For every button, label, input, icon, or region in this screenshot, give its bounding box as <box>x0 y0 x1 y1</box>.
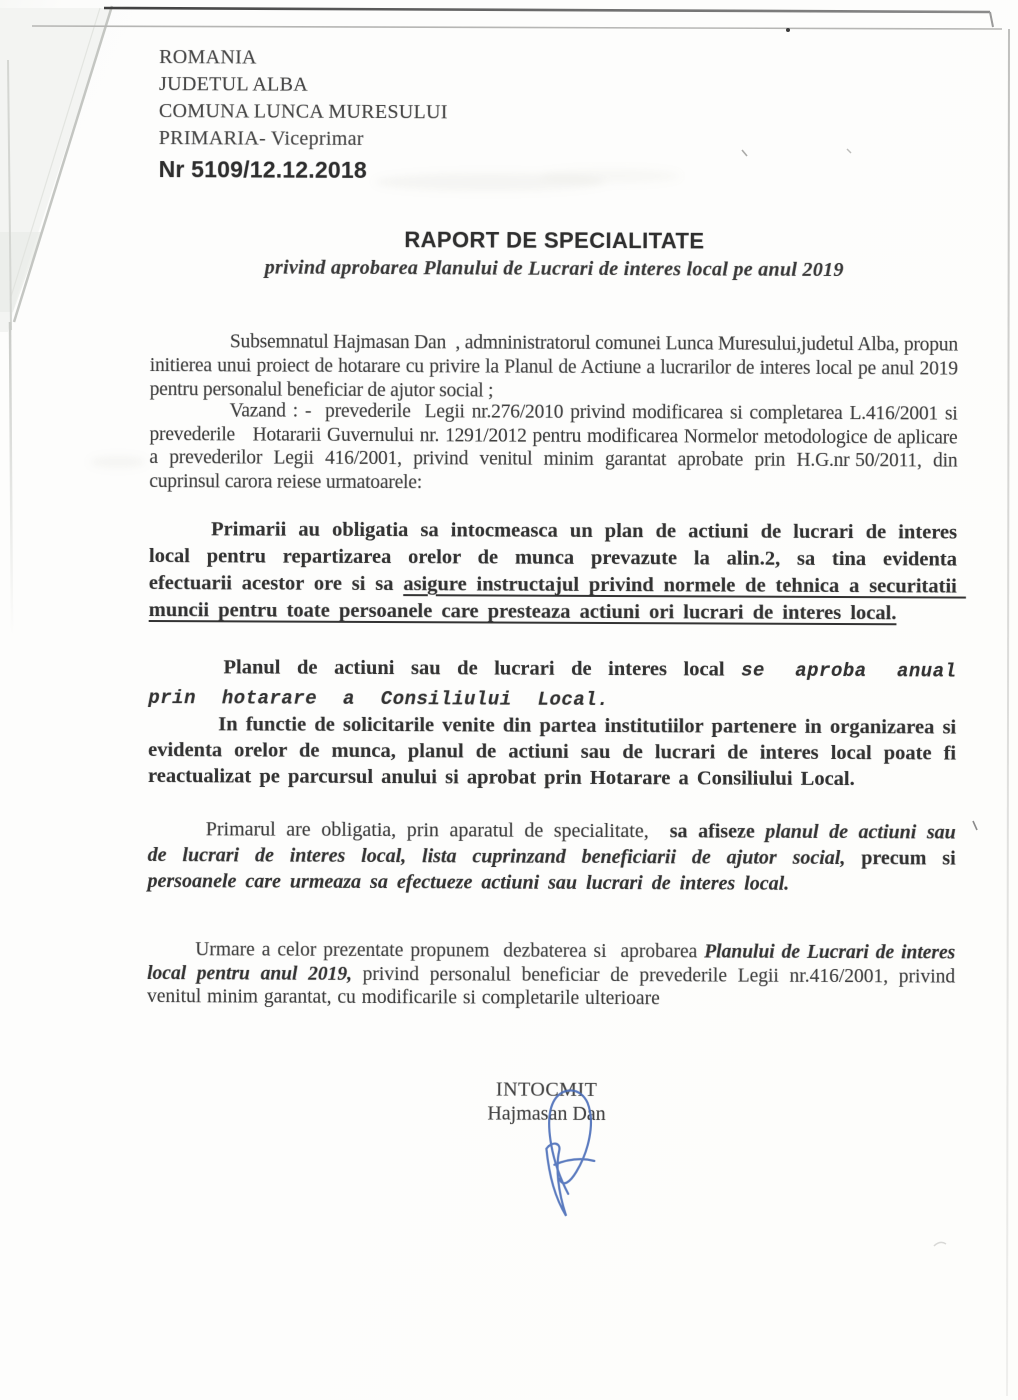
mayor-duty-italic2: persoanele care urmeaza sa efectueze actiuni sau lucrari de interes local. <box>147 869 790 895</box>
document-title: RAPORT DE SPECIALITATE <box>404 227 705 254</box>
paragraph-legal-basis: Vazand : - prevederile Legii nr.276/2010 privind modificarea si completarea L.416/2001 si prevederile Hotararii Guvernului nr. 1291/2012 pentru modificarea Normelor metodologice de aplicare a prevederilor Legii 416/2001, privind venitul minim garantat aprobate prin H.G.nr 50/2011, din cuprinsul carora reiese urmatoarele: <box>149 400 967 493</box>
conclusion-regular2: privind personalul beneficiar de prevederile Legii nr.416/2001, privind venitul minim garantat, cu modificarile si completarile ulterioare <box>147 963 962 1010</box>
document-subtitle: privind aprobarea Planului de Lucrari de interes local pe anul 2019 <box>264 256 844 282</box>
signature-label: INTOCMIT <box>495 1078 598 1101</box>
obligation-text: Primarii au obligatia sa intocmeasca un plan de actiuni de lucrari de interes local pentru repartizarea orelor de munca prevazute la alin.2, sa tina evidenta efectuarii acestor ore si sa <box>148 518 967 596</box>
paragraph-reactualization: In functie de solicitarile venite din partea institutiilor partenere in organizarea si evidenta orelor de munca, planul de actiuni sau de lucrari de interes local poate fi reactualizat pe parcursul anului si aprobat prin Hotarare a Consiliului Local. <box>147 713 965 791</box>
paragraph-obligation <box>148 516 967 628</box>
paragraph-approval <box>148 653 983 716</box>
conclusion-regular1: Urmare a celor prezentate propunem dezbaterea si aprobarea <box>195 939 705 963</box>
signature-block <box>426 1077 666 1126</box>
approval-typewriter-text: se aproba anual prin hotarare a Consiliului Local. <box>148 659 983 711</box>
letterhead-commune: COMUNA LUNCA MURESULUI <box>158 100 448 124</box>
letterhead <box>159 44 448 185</box>
obligation-underlined-text: asigure instructajul privind normele de tehnica a securitatii muncii pentru toate persoanele care presteaza actiuni ori lucrari de interes local. <box>148 573 967 625</box>
signatory-name: Hajmasan Dan <box>487 1102 606 1125</box>
paragraph-introduction: Subsemnatul Hajmasan Dan , admninistratorul comunei Lunca Muresului,judetul Alba, propun initierea unui proiect de hotarare cu privire la Planul de Actiune a lucrarilor de interes local pe anul 2019 pentru personalul beneficiar de ajutor social ; <box>149 331 968 402</box>
paragraph-conclusion <box>147 938 962 1012</box>
letterhead-office: PRIMARIA- Viceprimar <box>158 127 364 150</box>
approval-bold-text: Planul de actiuni sau de lucrari de interes local <box>223 656 742 681</box>
paragraph-mayor-duty <box>147 816 965 898</box>
mayor-duty-regular: Primarul are obligatia, prin aparatul de specialitate, <box>205 818 660 843</box>
conclusion-plan-title: Planului de Lucrari de interes local pentru anul 2019, <box>147 941 962 985</box>
mayor-duty-italic1: planul de actiuni sau de lucrari de interes local, lista cuprinzand beneficiarii de ajutor social, <box>147 820 965 870</box>
registration-number: Nr 5109/12.12.2018 <box>158 156 367 183</box>
mayor-duty-bold2: precum si <box>845 847 965 870</box>
letterhead-county: JUDETUL ALBA <box>158 73 309 96</box>
mayor-duty-bold1: sa afiseze <box>659 820 766 843</box>
letterhead-country: ROMANIA <box>159 46 257 69</box>
